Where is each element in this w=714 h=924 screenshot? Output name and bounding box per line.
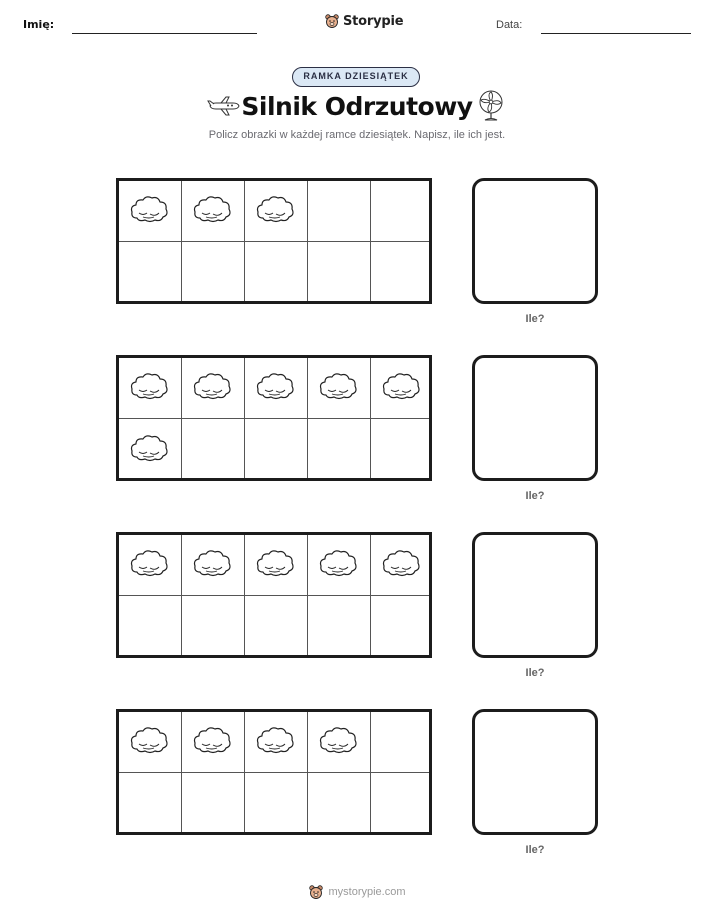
brand-name: Storypie xyxy=(343,13,404,29)
fan-icon xyxy=(478,90,504,122)
bear-icon xyxy=(324,13,340,29)
ten-frame xyxy=(116,178,432,304)
answer-box[interactable] xyxy=(472,178,598,304)
answer-label: Ile? xyxy=(525,844,545,856)
bear-icon xyxy=(308,884,324,900)
cloud-icon xyxy=(255,548,295,582)
cloud-icon xyxy=(255,194,295,228)
cloud-icon xyxy=(192,548,232,582)
cloud-icon xyxy=(129,194,169,228)
ten-frame xyxy=(116,355,432,481)
cloud-icon xyxy=(255,725,295,759)
answer-box[interactable] xyxy=(472,709,598,835)
footer-url: mystorypie.com xyxy=(328,886,406,898)
brand-logo xyxy=(324,13,403,29)
cloud-icon xyxy=(192,371,232,405)
answer-label: Ile? xyxy=(525,667,545,679)
instructions: Policz obrazki w każdej ramce dziesiątek. Napisz, ile ich jest. xyxy=(208,129,506,141)
ten-frame xyxy=(116,709,432,835)
page-title: Silnik Odrzutowy xyxy=(241,92,473,121)
frame-divider xyxy=(119,241,429,242)
cloud-icon xyxy=(129,433,169,467)
footer xyxy=(0,884,714,900)
name-label: Imię: xyxy=(23,18,55,31)
cloud-icon xyxy=(318,371,358,405)
answer-box[interactable] xyxy=(472,355,598,481)
answer-label: Ile? xyxy=(525,313,545,325)
name-line[interactable] xyxy=(72,33,257,34)
ten-frame xyxy=(116,532,432,658)
answer-box[interactable] xyxy=(472,532,598,658)
cloud-icon xyxy=(318,548,358,582)
cloud-icon xyxy=(129,371,169,405)
cloud-icon xyxy=(129,548,169,582)
cloud-icon xyxy=(318,725,358,759)
frame-divider xyxy=(119,418,429,419)
date-line[interactable] xyxy=(541,33,691,34)
frame-divider xyxy=(119,595,429,596)
answer-label: Ile? xyxy=(525,490,545,502)
cloud-icon xyxy=(381,371,421,405)
cloud-icon xyxy=(255,371,295,405)
cloud-icon xyxy=(192,725,232,759)
cloud-icon xyxy=(129,725,169,759)
worksheet-type-badge: RAMKA DZIESIĄTEK xyxy=(292,67,420,87)
cloud-icon xyxy=(192,194,232,228)
cloud-icon xyxy=(381,548,421,582)
date-label: Data: xyxy=(496,19,523,31)
frame-divider xyxy=(119,772,429,773)
